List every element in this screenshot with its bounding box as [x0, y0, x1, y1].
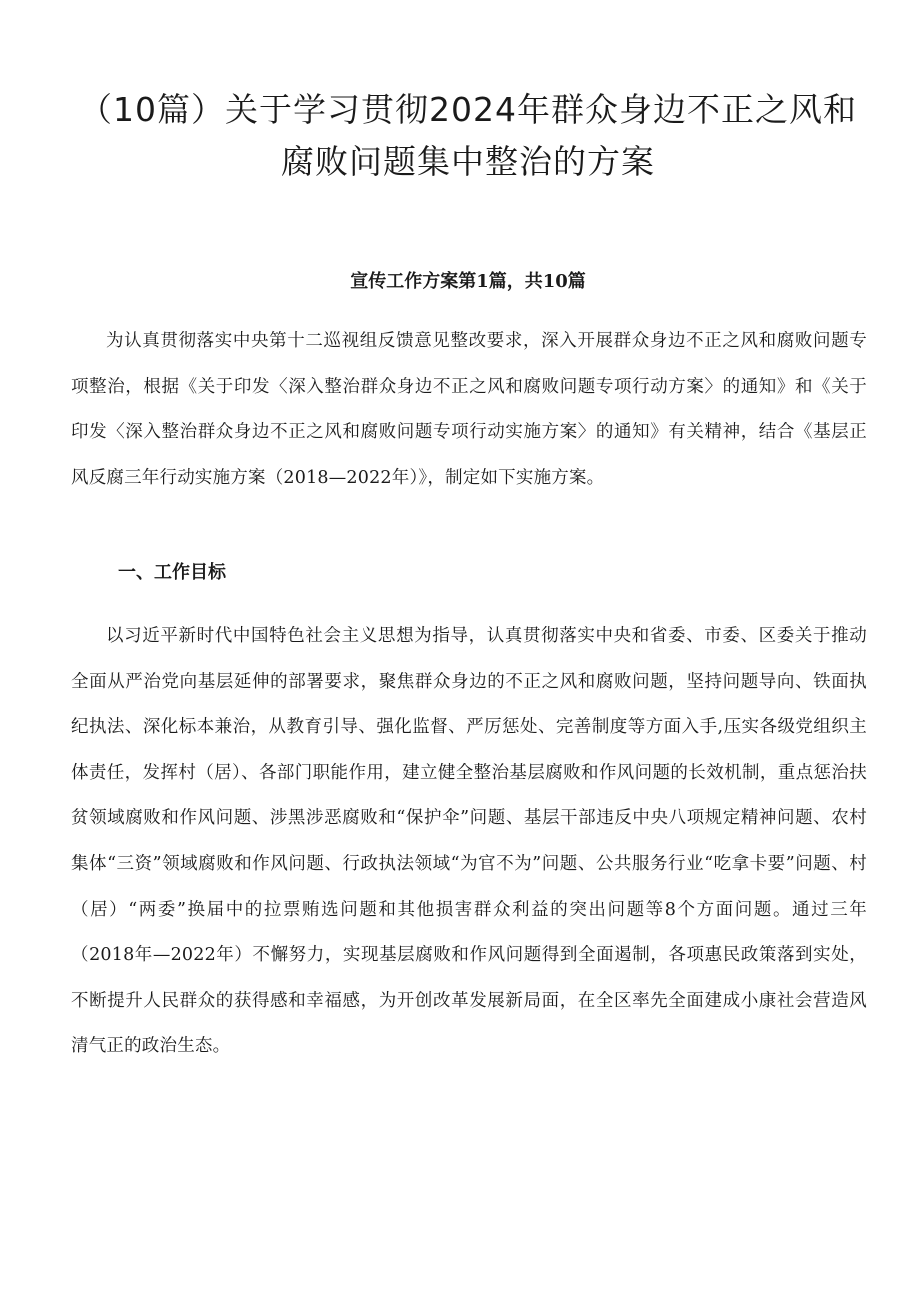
- document-subtitle: 宣传工作方案第1篇，共10篇: [350, 271, 586, 292]
- document-title: [70, 84, 866, 188]
- document-title-line-2: 腐败问题集中整治的方案: [281, 142, 655, 181]
- intro-paragraph: 为认真贯彻落实中央第十二巡视组反馈意见整改要求，深入开展群众身边不正之风和腐败问题专项整治，根据《关于印发〈深入整治群众身边不正之风和腐败问题专项行动方案〉的通知》和《关于印发〈深入整治群众身边不正之风和腐败问题专项行动实施方案〉的通知》有关精神，结合《基层正风反腐三年行动实施方案（2018—2022年）》，制定如下实施方案。: [71, 331, 867, 488]
- section-paragraph-work-goals: 以习近平新时代中国特色社会主义思想为指导，认真贯彻落实中央和省委、市委、区委关于推动全面从严治党向基层延伸的部署要求，聚焦群众身边的不正之风和腐败问题，坚持问题导向、铁面执纪执法、深化标本兼治，从教育引导、强化监督、严厉惩处、完善制度等方面入手,压实各级党组织主体责任，发挥村（居）、各部门职能作用，建立健全整治基层腐败和作风问题的长效机制，重点惩治扶贫领域腐败和作风问题、涉黑涉恶腐败和“保护伞”问题、基层干部违反中央八项规定精神问题、农村集体“三资”领域腐败和作风问题、行政执法领域“为官不为”问题、公共服务行业“吃拿卡要”问题、村（居）“两委”换届中的拉票贿选问题和其他损害群众利益的突出问题等8个方面问题。通过三年（2018年—2022年）不懈努力，实现基层腐败和作风问题得到全面遏制，各项惠民政策落到实处，不断提升人民群众的获得感和幸福感，为开创改革发展新局面，在全区率先全面建成小康社会营造风清气正的政治生态。: [71, 626, 867, 1057]
- section-heading-work-goals: 一、工作目标: [118, 562, 226, 583]
- document-title-line-1: （10篇）关于学习贯彻2024年群众身边不正之风和: [79, 90, 857, 129]
